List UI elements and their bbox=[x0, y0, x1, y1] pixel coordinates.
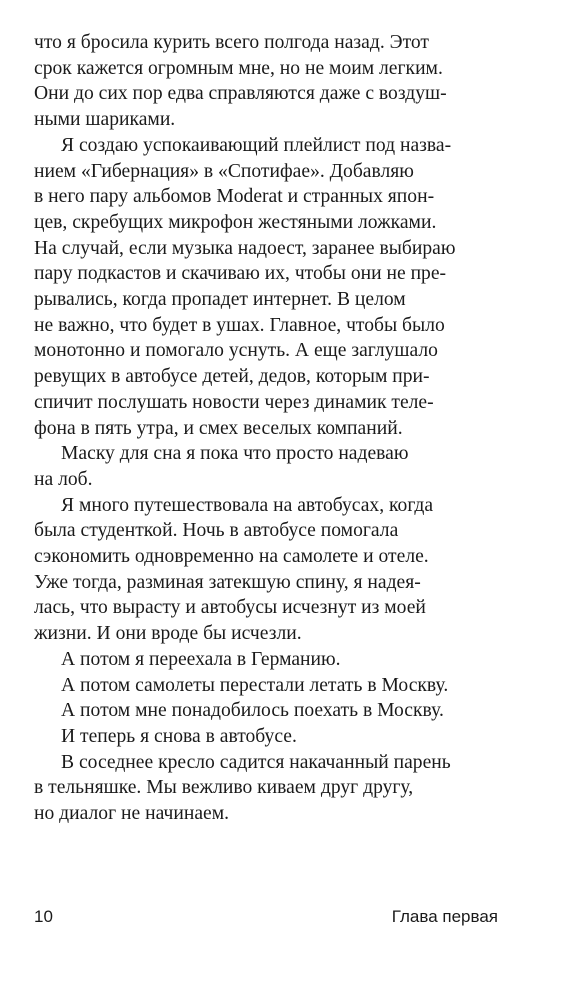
text-line: срок кажется огромным мне, но не моим легким. bbox=[34, 57, 443, 79]
text-line: нием «Гибернация» в «Спотифае». Добавляю bbox=[34, 160, 414, 182]
text-line: ными шариками. bbox=[34, 109, 176, 131]
page-number: 10 bbox=[34, 907, 53, 926]
text-line: фона в пять утра, и смех веселых компаний. bbox=[34, 417, 403, 439]
text-line: Я много путешествовала на автобусах, когда bbox=[61, 494, 434, 516]
text-line: В соседнее кресло садится накачанный парень bbox=[61, 751, 451, 773]
text-line: На случай, если музыка надоест, заранее выбираю bbox=[34, 237, 456, 259]
text-line: Уже тогда, разминая затекшую спину, я надея- bbox=[34, 571, 421, 593]
text-line: но диалог не начинаем. bbox=[34, 803, 230, 825]
text-line: была студенткой. Ночь в автобусе помогала bbox=[34, 520, 399, 542]
text-line: жизни. И они вроде бы исчезли. bbox=[34, 623, 302, 645]
text-line: А потом я переехала в Германию. bbox=[61, 648, 341, 670]
text-line: в тельняшке. Мы вежливо киваем друг другу, bbox=[34, 777, 414, 799]
running-footer-chapter-title: Глава первая bbox=[391, 907, 498, 926]
text-line: Я создаю успокаивающий плейлист под назва- bbox=[61, 134, 452, 156]
text-line: не важно, что будет в ушах. Главное, чтобы было bbox=[34, 314, 445, 336]
text-line: монотонно и помогало уснуть. А еще заглушало bbox=[34, 340, 438, 362]
text-line: рывались, когда пропадет интернет. В целом bbox=[34, 289, 406, 311]
text-line: пару подкастов и скачиваю их, чтобы они не пре- bbox=[34, 263, 447, 285]
text-line: цев, скребущих микрофон жестяными ложками. bbox=[34, 211, 437, 233]
text-line: А потом самолеты перестали летать в Москву. bbox=[61, 674, 449, 696]
text-line: Они до сих пор едва справляются даже с воздуш- bbox=[34, 83, 447, 105]
text-line: что я бросила курить всего полгода назад. Этот bbox=[34, 32, 429, 53]
text-line: ревущих в автобусе детей, дедов, которым при- bbox=[34, 366, 430, 388]
text-line: в него пару альбомов Moderat и странных япон- bbox=[34, 186, 435, 208]
page-body-text bbox=[34, 30, 510, 827]
text-line: А потом мне понадобилось поехать в Москву. bbox=[61, 700, 444, 722]
text-line: спичит послушать новости через динамик теле- bbox=[34, 391, 434, 413]
text-line: И теперь я снова в автобусе. bbox=[61, 725, 297, 747]
text-line: лась, что вырасту и автобусы исчезнут из моей bbox=[34, 597, 426, 619]
text-line: Маску для сна я пока что просто надеваю bbox=[61, 443, 409, 465]
text-line: сэкономить одновременно на самолете и отеле. bbox=[34, 546, 429, 568]
text-line: на лоб. bbox=[34, 468, 93, 490]
